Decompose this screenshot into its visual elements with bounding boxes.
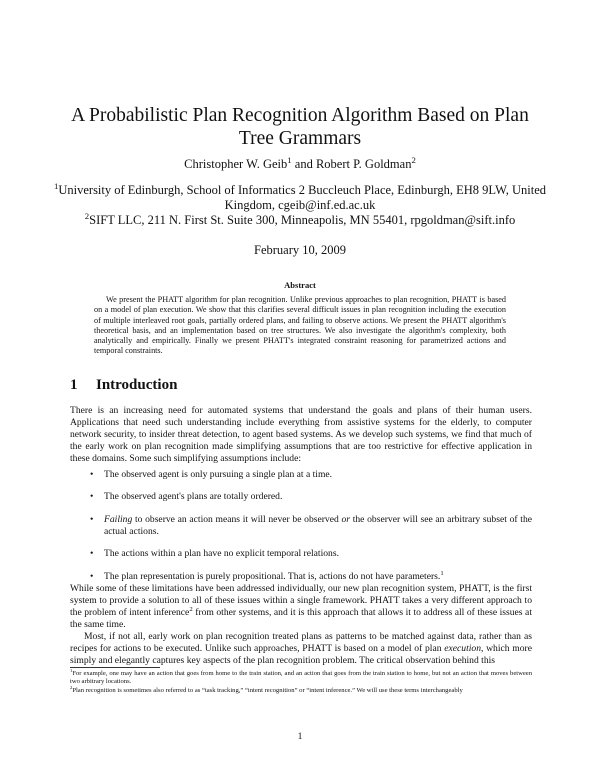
author-2-mark: 2 bbox=[411, 154, 416, 165]
list-item-text: the observer will see an arbitrary subset of the actual actions. bbox=[104, 513, 532, 537]
affiliations bbox=[50, 180, 550, 228]
affiliation-2-mark: 2 bbox=[84, 210, 90, 221]
abstract-heading: Abstract bbox=[284, 280, 316, 290]
list-item: • The actions within a plan have no explicit temporal relations. bbox=[88, 548, 532, 560]
section-heading bbox=[70, 377, 177, 394]
paper-title: A Probabilistic Plan Recognition Algorithm Based on Plan Tree Grammars bbox=[71, 105, 529, 149]
paragraph-text: While some of these limitations have been addressed individually, our new plan recognition system, PHATT, is the first system to provide a solution to all of these issues within a single framework. PHATT takes a very different approach to the problem of intent inference bbox=[70, 583, 532, 618]
affiliation-1-mark: 1 bbox=[53, 180, 59, 191]
assumption-list bbox=[88, 469, 532, 593]
author-1-mark: 1 bbox=[287, 154, 292, 165]
paragraph-text: Most, if not all, early work on plan recognition treated plans as patterns to be matched against data, rather than as recipes for actions to be executed. Unlike such approaches, PHATT is based on a model of plan bbox=[70, 631, 532, 654]
intro-paragraph: There is an increasing need for automated systems that understand the goals and plans of their human users. Applications that need such understanding include everything from assistive systems for the elderly, to computer network security, to insider threat detection, to agent based systems. As we develop such systems, we find that much of the early work on plan recognition made simplifying assumptions that are too restrictive for effective application in these domains. Some such simplifying assumptions include: bbox=[70, 405, 532, 464]
list-item-text: to observe an action means it will never be observed bbox=[132, 513, 342, 525]
footnote-mark: 1 bbox=[440, 569, 444, 577]
body-paragraph bbox=[70, 583, 532, 631]
author-line bbox=[60, 154, 540, 172]
list-item: • The observed agent is only pursuing a single plan at a time. bbox=[88, 469, 532, 481]
emphasis: Failing bbox=[104, 513, 133, 525]
author-2: Robert P. Goldman bbox=[315, 157, 412, 171]
affiliation-1 bbox=[50, 180, 550, 213]
affiliation-2 bbox=[50, 210, 550, 228]
footnote-1-text: For example, one may have an action that goes from home to the train station, and an action that goes from the train station to home, but not an action that moves between two arbitrary locations. bbox=[70, 670, 532, 686]
emphasis: or bbox=[341, 513, 351, 525]
footnote-2-text: Plan recognition is sometimes also referred to as “task tracking,” “intent recognition” or “intent inference.” We will use these terms interchangeably bbox=[72, 687, 463, 694]
page-number: 1 bbox=[297, 731, 303, 742]
list-item bbox=[88, 571, 532, 583]
section-number: 1 bbox=[70, 377, 78, 393]
footnote-1-mark: 1 bbox=[70, 667, 73, 673]
list-item: • The observed agent's plans are totally ordered. bbox=[88, 491, 532, 503]
affiliation-2-text: SIFT LLC, 211 N. First St. Suite 300, Minneapolis, MN 55401, rpgoldman@sift.info bbox=[89, 213, 516, 227]
list-item bbox=[88, 514, 532, 538]
author-1: Christopher W. Geib bbox=[184, 157, 288, 171]
emphasis: execution bbox=[444, 642, 481, 654]
footnote-2 bbox=[70, 684, 532, 695]
paragraph-text: , which more simply and elegantly captures key aspects of the plan recognition problem. The critical observation behind this bbox=[70, 642, 532, 666]
affiliation-1-text: University of Edinburgh, School of Informatics 2 Buccleuch Place, Edinburgh, EH8 9LW, United Kingdom, cgeib@inf.ed.ac.uk bbox=[58, 183, 546, 212]
section-title: Introduction bbox=[96, 377, 178, 393]
footnote-rule bbox=[70, 667, 160, 668]
footnote-1 bbox=[70, 667, 532, 686]
body-paragraph bbox=[70, 631, 532, 667]
author-conjunction: and bbox=[291, 157, 316, 171]
paper-date: February 10, 2009 bbox=[254, 243, 346, 257]
paragraph-text: from other systems, and it is this approach that allows it to address all of these issues at the same time. bbox=[70, 606, 532, 630]
list-item-text: The plan representation is purely propositional. That is, actions do not have parameters. bbox=[104, 570, 441, 582]
footnote-2-mark: 2 bbox=[70, 684, 73, 690]
footnote-mark: 2 bbox=[189, 605, 193, 613]
abstract-text: We present the PHATT algorithm for plan recognition. Unlike previous approaches to plan recognition, PHATT is based on a model of plan execution. We show that this clarifies several difficult issues in plan recognition including the execution of multiple interleaved root goals, partially ordered plans, and failing to observe actions. We present the PHATT algorithm's theoretical basis, and an implementation based on tree structures. We also investigate the algorithm's complexity, both analytically and empirically. Finally we present PHATT's integrated constraint reasoning for parametrized actions and temporal constraints. bbox=[94, 295, 506, 356]
